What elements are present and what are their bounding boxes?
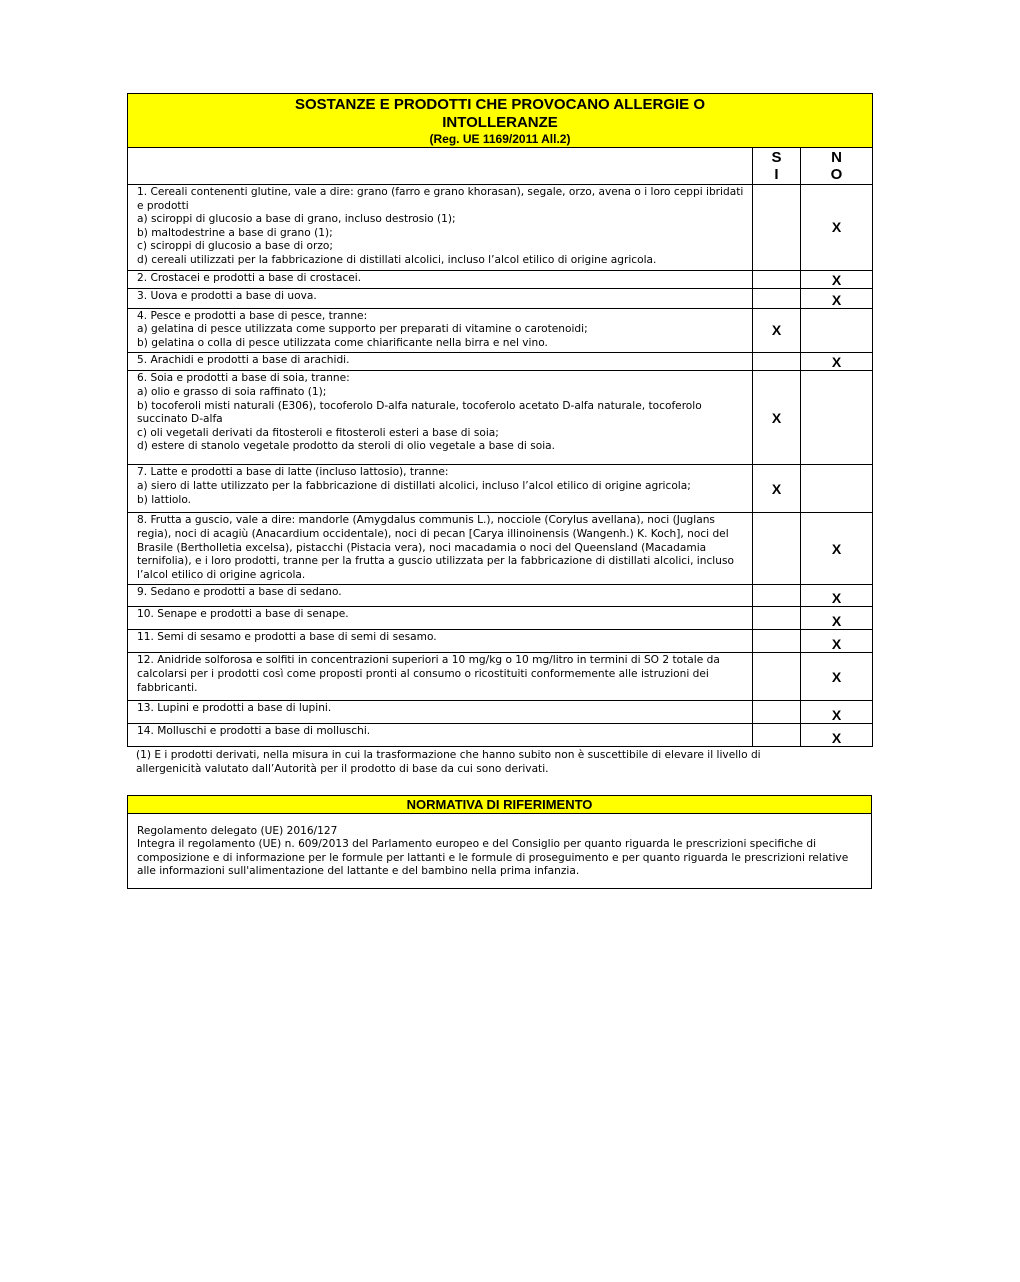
mark-no: X (801, 353, 873, 371)
table-title-line1: SOSTANZE E PRODOTTI CHE PROVOCANO ALLERGIE O (294, 96, 706, 113)
allergen-description: 3. Uova e prodotti a base di uova. (128, 288, 753, 308)
mark-si (753, 630, 801, 653)
mark-no: X (801, 513, 873, 585)
mark-no: X (801, 270, 873, 288)
mark-si (753, 585, 801, 607)
table-row (128, 724, 873, 747)
allergen-description: 8. Frutta a guscio, vale a dire: mandorle (Amygdalus communis L.), nocciole (Corylus avellana), noci (Juglans regia), noci di acagiù (Anacardium occidentale), noci di pecan [Carya illinoinensis (Wangenh.) K. Koch], noci del Brasile (Bertholletia excelsa), pistacchi (Pistacia vera), noci macadamia o noci del Queensland (Macadamia ternifolia), e i loro prodotti, tranne per la frutta a guscio utilizzata per la fabbricazione di distillati alcolici, incluso l’alcol etilico di origine agricola. (128, 513, 753, 585)
mark-no: X (801, 724, 873, 747)
mark-no: X (801, 653, 873, 701)
column-header-si: S I (753, 148, 801, 185)
allergen-description: 10. Senape e prodotti a base di senape. (128, 607, 753, 630)
allergen-description: 1. Cereali contenenti glutine, vale a dire: grano (farro e grano khorasan), segale, orzo, avena o i loro ceppi ibridati e prodotti a) sciroppi di glucosio a base di grano, incluso destrosio (1); b) maltodestrine a base di grano (1); c) sciroppi di glucosio a base di orzo; d) cereali utilizzati per la fabbricazione di distillati alcolici, incluso l’alcol etilico di origine agricola. (128, 185, 753, 271)
allergen-description: 5. Arachidi e prodotti a base di arachidi. (128, 353, 753, 371)
mark-no: X (801, 607, 873, 630)
table-row (128, 607, 873, 630)
mark-no (801, 308, 873, 353)
mark-si (753, 701, 801, 724)
normativa-body-row (128, 813, 872, 888)
mark-no: X (801, 701, 873, 724)
table-row (128, 288, 873, 308)
table-row (128, 353, 873, 371)
mark-si: X (753, 371, 801, 465)
mark-si (753, 185, 801, 271)
mark-no: X (801, 185, 873, 271)
mark-no: X (801, 585, 873, 607)
allergen-description: 9. Sedano e prodotti a base di sedano. (128, 585, 753, 607)
column-header-row (128, 148, 873, 185)
mark-si (753, 607, 801, 630)
table-subtitle: (Reg. UE 1169/2011 All.2) (429, 132, 571, 146)
table-row (128, 513, 873, 585)
table-row (128, 308, 873, 353)
table-row (128, 630, 873, 653)
mark-si (753, 724, 801, 747)
table-row (128, 653, 873, 701)
normativa-body (128, 813, 872, 888)
allergen-table (127, 93, 873, 747)
table-title-cell (128, 94, 873, 148)
table-row (128, 185, 873, 271)
mark-no (801, 371, 873, 465)
normativa-title-row (128, 795, 872, 813)
mark-si (753, 288, 801, 308)
mark-si (753, 270, 801, 288)
mark-si: X (753, 465, 801, 513)
allergen-description: 13. Lupini e prodotti a base di lupini. (128, 701, 753, 724)
mark-si (753, 653, 801, 701)
table-title-row (128, 94, 873, 148)
mark-si (753, 513, 801, 585)
column-header-blank (128, 148, 753, 185)
allergen-description: 11. Semi di sesamo e prodotti a base di semi di sesamo. (128, 630, 753, 653)
normativa-description: Integra il regolamento (UE) n. 609/2013 del Parlamento europeo e del Consiglio per quanto riguarda le prescrizioni specifiche di composizione e di informazione per le formule per lattanti e le formule di proseguimento e per quanto riguarda le prescrizioni relative alle informazioni sull'alimentazione del lattante e del bambino nella prima infanzia. (137, 838, 849, 878)
table-row (128, 701, 873, 724)
allergen-description: 7. Latte e prodotti a base di latte (incluso lattosio), tranne: a) siero di latte utilizzato per la fabbricazione di distillati alcolici, incluso l’alcol etilico di origine agricola; b) lattiolo. (128, 465, 753, 513)
mark-no: X (801, 288, 873, 308)
allergen-description: 4. Pesce e prodotti a base di pesce, tranne: a) gelatina di pesce utilizzata come supporto per preparati di vitamine o carotenoidi; b) gelatina o colla di pesce utilizzata come chiarificante nella birra e nel vino. (128, 308, 753, 353)
mark-no (801, 465, 873, 513)
column-header-no: N O (801, 148, 873, 185)
allergen-description: 12. Anidride solforosa e solfiti in concentrazioni superiori a 10 mg/kg o 10 mg/litro in termini di SO 2 totale da calcolarsi per i prodotti così come proposti pronti al consumo o ricostituiti conformemente alle istruzioni dei fabbricanti. (128, 653, 753, 701)
mark-si: X (753, 308, 801, 353)
normativa-title: NORMATIVA DI RIFERIMENTO (128, 795, 872, 813)
allergen-description: 14. Molluschi e prodotti a base di molluschi. (128, 724, 753, 747)
table-row (128, 270, 873, 288)
allergen-description: 2. Crostacei e prodotti a base di crostacei. (128, 270, 753, 288)
mark-no: X (801, 630, 873, 653)
normativa-regulation: Regolamento delegato (UE) 2016/127 (137, 824, 338, 837)
table-row (128, 371, 873, 465)
allergen-description: 6. Soia e prodotti a base di soia, tranne: a) olio e grasso di soia raffinato (1); b) tocoferoli misti naturali (E306), tocoferolo D-alfa naturale, tocoferolo acetato D-alfa naturale, tocoferolo succinato D-alfa c) oli vegetali derivati da fitosteroli e fitosteroli esteri a base di soia; d) estere di stanolo vegetale prodotto da steroli di olio vegetale a base di soia. (128, 371, 753, 465)
normativa-table (127, 795, 872, 889)
footnote: (1) E i prodotti derivati, nella misura in cui la trasformazione che hanno subito non è suscettibile di elevare il livello di allergenicità valutato dall’Autorità per il prodotto di base da cui sono derivati. (136, 749, 761, 775)
table-row (128, 465, 873, 513)
mark-si (753, 353, 801, 371)
allergen-sheet (127, 93, 872, 889)
table-title-line2: INTOLLERANZE (442, 114, 558, 131)
table-row (128, 585, 873, 607)
